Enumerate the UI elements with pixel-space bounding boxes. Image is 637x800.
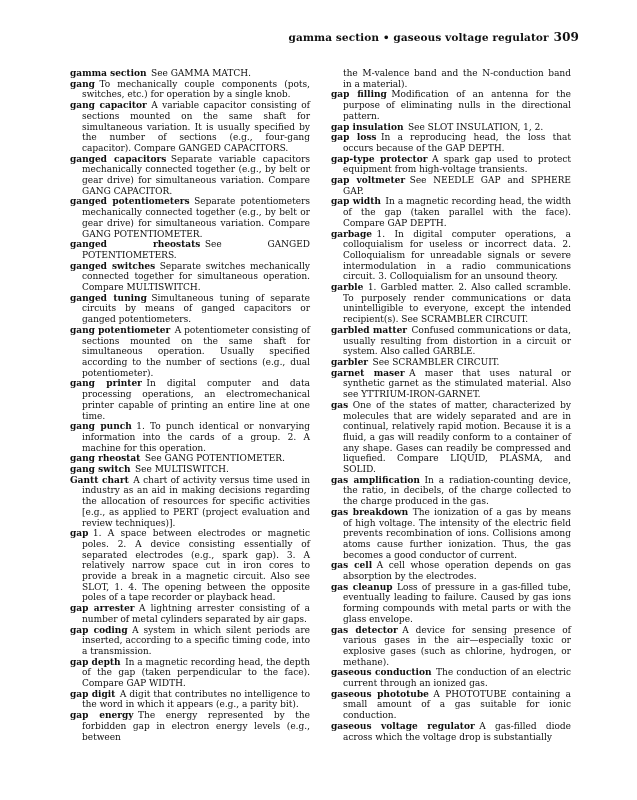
entry-term: gap-type protector bbox=[331, 154, 428, 165]
entry-term: gas detector bbox=[331, 625, 398, 636]
entry-definition: 1. In digital computer operations, a colloquialism for useless or incorrect data. 2. Colloquialism for unreadable signals or severe intermodulation in a radio communications circuit. 3. Colloquialism for an unsound theory. bbox=[343, 229, 571, 283]
entry-definition: To mechanically couple components (pots, switches, etc.) for operation by a single knob. bbox=[82, 79, 310, 101]
entry-term: gas breakdown bbox=[331, 507, 409, 518]
glossary-entry bbox=[70, 422, 310, 454]
entry-definition: See GANG POTENTIOMETER. bbox=[144, 454, 285, 465]
glossary-entry bbox=[70, 80, 310, 101]
right-column bbox=[331, 69, 571, 743]
entry-definition: the M-valence band and the N-conduction band in a material). bbox=[343, 69, 571, 90]
entry-term: gap energy bbox=[70, 711, 134, 722]
entry-term: gap coding bbox=[70, 625, 128, 636]
glossary-entry bbox=[70, 711, 310, 743]
glossary-entry bbox=[331, 626, 571, 669]
entry-term: gas amplification bbox=[331, 475, 420, 486]
entry-term: gang bbox=[70, 79, 95, 90]
glossary-entry bbox=[331, 583, 571, 626]
entry-term: garble bbox=[331, 283, 364, 294]
entry-definition: The conduction of an electric current through an ionized gas. bbox=[343, 668, 571, 690]
glossary-entry bbox=[331, 133, 571, 154]
glossary-entry bbox=[331, 690, 571, 722]
entry-definition: The ionization of a gas by means of high voltage. The intensity of the electric field prevents recombination of ions. Collisions among atoms cause further ionization. Thus, the gas becomes a good conductor of current. bbox=[343, 507, 571, 561]
entry-term: gas bbox=[331, 400, 349, 411]
entry-term: gaseous phototube bbox=[331, 689, 429, 700]
entry-definition: A gas-filled diode across which the voltage drop is substantially bbox=[343, 721, 571, 743]
glossary-entry bbox=[70, 262, 310, 294]
glossary-entry bbox=[331, 197, 571, 229]
entry-definition: A variable capacitor consisting of sections mounted on the same shaft for simultaneous variation. It is usually specified by the number of sections (e.g., four-gang capacitor). Compare GANGED CAPACITORS. bbox=[82, 101, 310, 154]
entry-term: garnet maser bbox=[331, 368, 405, 379]
entry-definition: The energy represented by the forbidden gap in electron energy levels (e.g., between bbox=[82, 711, 311, 743]
entry-term: gang potentiometer bbox=[70, 325, 171, 336]
entry-term: gang printer bbox=[70, 379, 142, 390]
entry-definition: See GANGED POTENTIOMETERS. bbox=[82, 240, 310, 261]
entry-term: gap bbox=[70, 529, 89, 540]
glossary-entry bbox=[331, 326, 571, 358]
glossary-entry bbox=[70, 604, 310, 625]
entry-definition: One of the states of matter, characterized by molecules that are widely separated and are in continual, relatively rapid motion. Because it is a fluid, a gas will readily conform to a container of any shape. Gases can readily be compressed and liquefied. Compare LIQUID, PLASMA, and SOLID. bbox=[343, 400, 571, 476]
entry-definition: A cell whose operation depends on gas absorption by the electrodes. bbox=[343, 561, 571, 583]
glossary-entry bbox=[70, 529, 310, 604]
entry-definition: A chart of activity versus time used in industry as an aid in making decisions regarding the allocation of resources for specific activities [e.g., as applied to PERT (project evaluation and review techniques)]. bbox=[82, 475, 310, 529]
glossary-entry bbox=[70, 454, 310, 465]
glossary-entry bbox=[70, 155, 310, 198]
glossary-entry bbox=[331, 476, 571, 508]
entry-definition: 1. To punch identical or nonvarying information into the cards of a group. 2. A machine for this operation. bbox=[82, 422, 310, 454]
glossary-entry bbox=[70, 690, 310, 711]
entry-definition: See NEEDLE GAP and SPHERE GAP. bbox=[343, 176, 571, 197]
glossary-entry bbox=[70, 294, 310, 326]
glossary-entry bbox=[70, 379, 310, 422]
left-column bbox=[70, 69, 310, 743]
entry-definition: A lightning arrester consisting of a number of metal cylinders separated by air gaps. bbox=[82, 604, 310, 625]
glossary-entry bbox=[331, 668, 571, 689]
glossary-entry bbox=[331, 90, 571, 122]
entry-definition: Simultaneous tuning of separate circuits by means of ganged capacitors or ganged potentiometers. bbox=[82, 293, 310, 326]
entry-term: gamma section bbox=[70, 69, 147, 79]
entry-term: ganged potentiometers bbox=[70, 197, 190, 208]
glossary-entry bbox=[331, 283, 571, 326]
glossary-entry bbox=[70, 240, 310, 261]
entry-term: gap loss bbox=[331, 133, 377, 144]
glossary-entry bbox=[70, 465, 310, 476]
glossary-entry bbox=[331, 176, 571, 197]
entry-term: gang capacitor bbox=[70, 101, 147, 112]
running-title: gamma section • gaseous voltage regulator bbox=[288, 32, 549, 44]
entry-definition: 1. A space between electrodes or magnetic poles. 2. A device consisting essentially of separated electrodes (e.g., spark gap). 3. A relatively narrow space cut in iron cores to provide a break in a magnetic circuit. Also see SLOT, 1. 4. The opening between the opposite poles of a tape recorder or playback head. bbox=[82, 529, 310, 604]
entry-term: ganged capacitors bbox=[70, 154, 167, 165]
glossary-entry bbox=[70, 101, 310, 155]
entry-term: gap voltmeter bbox=[331, 176, 406, 187]
glossary-entry bbox=[70, 326, 310, 380]
entry-definition: Separate variable capacitors mechanically connected together (e.g., by belt or gear drive) for simultaneous variation. Compare GANG CAPACITOR. bbox=[82, 154, 310, 197]
entry-term: garbler bbox=[331, 357, 369, 368]
entry-term: Gantt chart bbox=[70, 475, 129, 486]
entry-term: garbled matter bbox=[331, 325, 408, 336]
entry-term: gap depth bbox=[70, 657, 121, 668]
entry-definition: 1. Garbled matter. 2. Also called scramble. To purposely render communications or data unintelligible to everyone, except the intended recipient(s). See SCRAMBLER CIRCUIT. bbox=[343, 283, 571, 326]
glossary-entry bbox=[70, 476, 310, 530]
entry-definition: Modification of an antenna for the purpose of eliminating nulls in the directional pattern. bbox=[343, 90, 571, 122]
glossary-entry bbox=[331, 123, 571, 134]
entry-term: gaseous voltage regulator bbox=[331, 721, 475, 732]
entry-term: ganged tuning bbox=[70, 293, 147, 304]
glossary-entry bbox=[331, 508, 571, 562]
entry-definition: In a magnetic recording head, the width of the gap (taken parallel with the face). Compare GAP DEPTH. bbox=[343, 197, 571, 229]
entry-term: gang switch bbox=[70, 465, 131, 476]
entry-definition: In a magnetic recording head, the depth of the gap (taken perpendicular to the face). Compare GAP WIDTH. bbox=[82, 657, 310, 690]
entry-definition: In a radiation-counting device, the ratio, in decibels, of the charge collected to the charge produced in the gas. bbox=[343, 475, 571, 508]
entry-definition: Loss of pressure in a gas-filled tube, eventually leading to failure. Caused by gas ions forming compounds with metal parts or with the glass envelope. bbox=[343, 582, 571, 625]
entry-term: garbage bbox=[331, 229, 373, 240]
entry-definition: In digital computer and data processing operations, an electromechanical printer capable of printing an entire line at one time. bbox=[82, 379, 310, 422]
glossary-entry bbox=[70, 69, 310, 80]
entry-definition: A spark gap used to protect equipment from high-voltage transients. bbox=[343, 154, 571, 176]
entry-term: gas cleanup bbox=[331, 582, 393, 593]
entry-definition: A potentiometer consisting of sections mounted on the same shaft for simultaneous operation. Usually specified according to the number of sections (e.g., dual potentiometer). bbox=[82, 325, 310, 379]
entry-definition: See SCRAMBLER CIRCUIT. bbox=[372, 357, 500, 368]
entry-term: gap arrester bbox=[70, 604, 135, 615]
entry-definition: See GAMMA MATCH. bbox=[151, 69, 252, 79]
entry-term: ganged switches bbox=[70, 261, 156, 272]
entry-definition: Separate switches mechanically connected together for simultaneous operation. Compare MULTISWITCH. bbox=[82, 261, 310, 294]
glossary-entry bbox=[331, 401, 571, 476]
entry-term: gap insulation bbox=[331, 122, 404, 133]
entry-definition: See SLOT INSULATION, 1, 2. bbox=[408, 122, 544, 133]
entry-definition: A digit that contributes no intelligence to the word in which it appears (e.g., a parity bit). bbox=[82, 689, 310, 711]
glossary-entry bbox=[331, 155, 571, 176]
entry-definition: Separate potentiometers mechanically connected together (e.g., by belt or gear drive) for simultaneous variation. Compare GANG POTENTIOMETER. bbox=[82, 197, 310, 240]
entry-definition: See MULTISWITCH. bbox=[135, 465, 229, 476]
entry-term: gap width bbox=[331, 197, 381, 208]
glossary-entry bbox=[331, 369, 571, 401]
page-number: 309 bbox=[553, 30, 579, 44]
entry-definition: Confused communications or data, usually resulting from distortion in a circuit or system. Also called GARBLE. bbox=[343, 325, 571, 358]
glossary-entry bbox=[70, 197, 310, 240]
glossary-entry bbox=[331, 561, 571, 582]
entry-definition: A maser that uses natural or synthetic garnet as the stimulated material. Also see YTTRIUM-IRON-GARNET. bbox=[343, 368, 571, 401]
entry-term: ganged rheostats bbox=[70, 240, 201, 251]
entry-term: gang rheostat bbox=[70, 454, 141, 465]
glossary-entry bbox=[331, 69, 571, 90]
entry-definition: A system in which silent periods are inserted, according to a specific timing code, into a transmission. bbox=[82, 625, 310, 657]
entry-term: gas cell bbox=[331, 561, 373, 572]
glossary-entry bbox=[70, 626, 310, 658]
running-header bbox=[0, 30, 579, 44]
glossary-entry bbox=[331, 722, 571, 743]
glossary-entry bbox=[331, 230, 571, 284]
glossary-entry bbox=[70, 658, 310, 690]
entry-term: gaseous conduction bbox=[331, 668, 432, 679]
entry-term: gap digit bbox=[70, 689, 116, 700]
entry-definition: A PHOTOTUBE containing a small amount of a gas suitable for ionic conduction. bbox=[343, 689, 571, 722]
glossary-entry bbox=[331, 358, 571, 369]
entry-term: gang punch bbox=[70, 422, 132, 433]
entry-term: gap filling bbox=[331, 90, 387, 101]
entry-definition: A device for sensing presence of various gases in the air—especially toxic or explosive gases (such as chlorine, hydrogen, or methane). bbox=[343, 625, 571, 668]
entry-definition: In a reproducing head, the loss that occurs because of the GAP DEPTH. bbox=[343, 133, 572, 154]
